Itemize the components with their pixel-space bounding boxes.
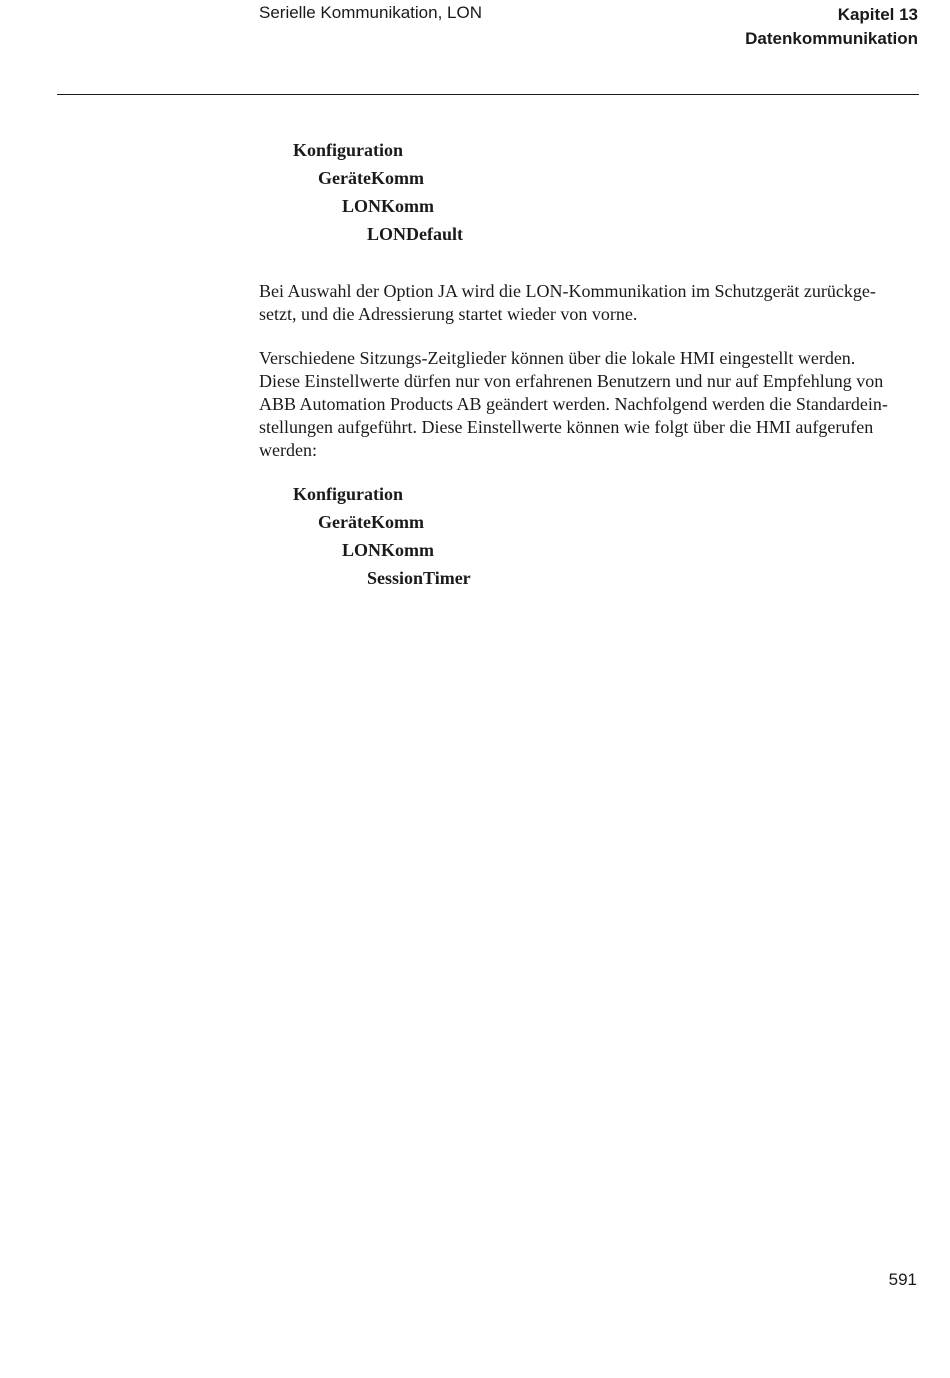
menu-level-londefault: LONDefault (367, 224, 463, 244)
menu-level-lonkomm: LONKomm (342, 196, 434, 216)
menu-level-konfiguration: Konfiguration (293, 140, 404, 160)
paragraph-line: setzt, und die Adressierung startet wieder von vorne. (259, 304, 638, 324)
running-header-section: Serielle Kommunikation, LON (259, 3, 482, 22)
paragraph-line: Verschiedene Sitzungs-Zeitglieder können über die lokale HMI eingestellt werden. (259, 348, 856, 368)
menu-level-geraetekomm: GeräteKomm (318, 512, 424, 532)
menu-path-sessiontimer (293, 480, 471, 592)
menu-level-geraetekomm: GeräteKomm (318, 168, 424, 188)
menu-path-londefault (293, 136, 463, 248)
paragraph-line: Diese Einstellwerte dürfen nur von erfahrenen Benutzern und nur auf Empfehlung von (259, 371, 884, 391)
menu-level-lonkomm: LONKomm (342, 540, 434, 560)
paragraph-line: stellungen aufgeführt. Diese Einstellwerte können wie folgt über die HMI aufgerufen (259, 417, 874, 437)
header-rule (57, 94, 919, 95)
paragraph-line: Bei Auswahl der Option JA wird die LON-Kommunikation im Schutzgerät zurückge- (259, 281, 876, 301)
paragraph-reset-info (259, 280, 927, 326)
paragraph-line: werden: (259, 440, 317, 460)
page-number: 591 (888, 1270, 917, 1289)
menu-level-sessiontimer: SessionTimer (367, 568, 471, 588)
chapter-title: Datenkommunikation (745, 29, 918, 48)
paragraph-session-timers (259, 347, 927, 462)
paragraph-line: ABB Automation Products AB geändert werden. Nachfolgend werden die Standardein- (259, 394, 888, 414)
chapter-number: Kapitel 13 (837, 5, 918, 24)
menu-level-konfiguration: Konfiguration (293, 484, 404, 504)
running-header-chapter (745, 3, 918, 51)
